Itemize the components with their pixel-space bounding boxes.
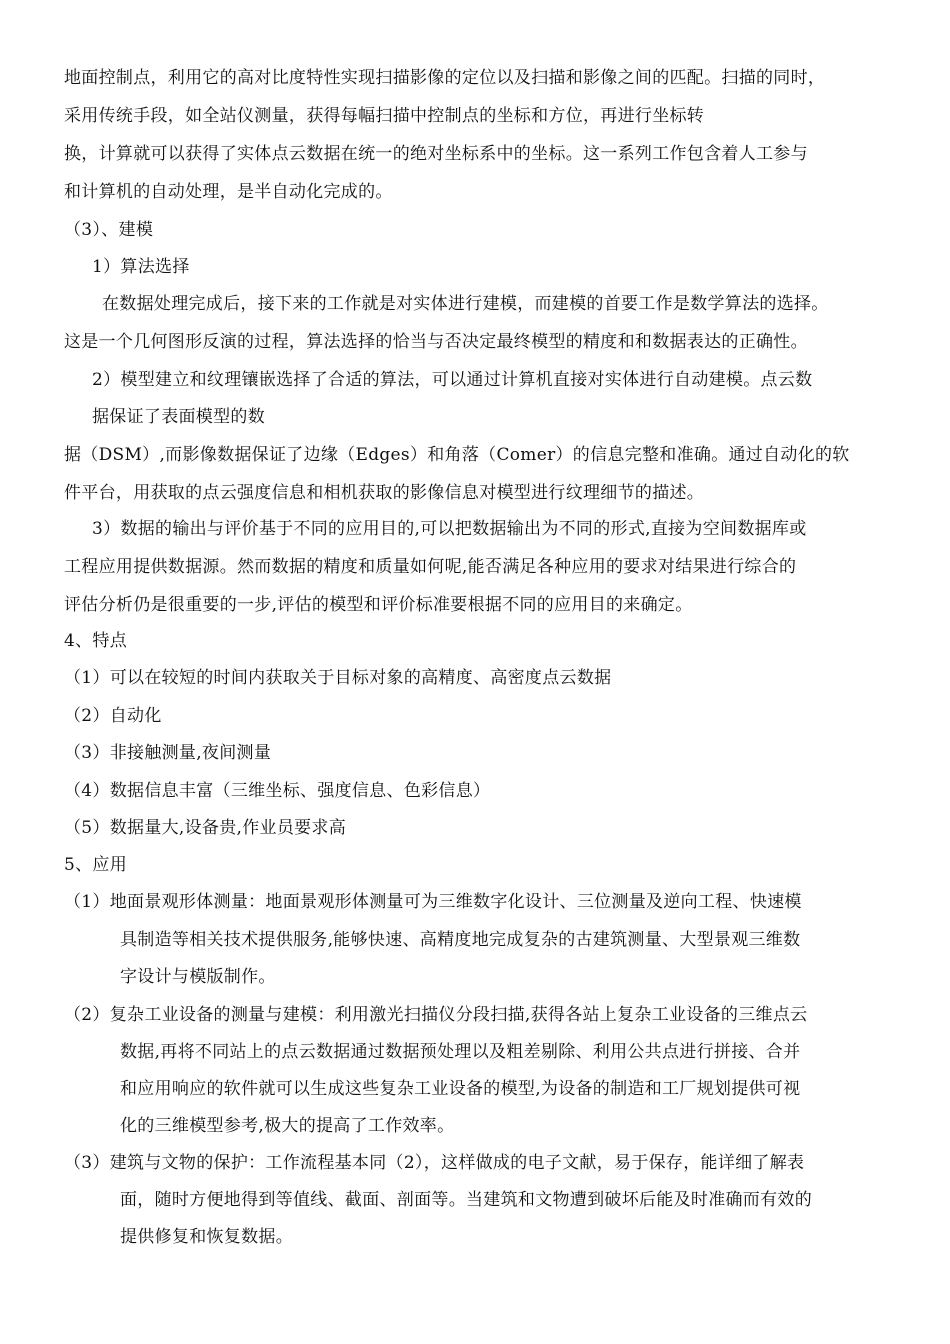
section-heading: （3）、建模 [64,220,154,240]
text-line: 据保证了表面模型的数 [92,407,265,427]
text-line: 3）数据的输出与评价基于不同的应用目的,可以把数据输出为不同的形式,直接为空间数据库或 [92,519,807,539]
text-line: 件平台，用获取的点云强度信息和相机获取的影像信息对模型进行纹理细节的描述。 [64,483,705,503]
list-item: （4）数据信息丰富（三维坐标、强度信息、色彩信息） [64,781,491,801]
text-line: 采用传统手段，如全站仪测量，获得每幅扫描中控制点的坐标和方位，再进行坐标转 [64,106,705,126]
list-item: （3）非接触测量,夜间测量 [64,743,272,763]
text-line: 提供修复和恢复数据。 [120,1227,293,1247]
text-line: 2）模型建立和纹理镶嵌选择了合适的算法，可以通过计算机直接对实体进行自动建模。点云数 [92,370,813,390]
list-item: （3）建筑与文物的保护：工作流程基本同（2），这样做成的电子文献，易于保存，能详细了解表 [64,1153,805,1173]
text-line: 地面控制点，利用它的高对比度特性实现扫描影像的定位以及扫描和影像之间的匹配。扫描的同时， [64,68,826,88]
text-line: 字设计与模版制作。 [120,967,276,987]
text-line: 面，随时方便地得到等值线、截面、剖面等。当建筑和文物遭到破坏后能及时准确而有效的 [120,1190,812,1210]
text-line: 在数据处理完成后，接下来的工作就是对实体进行建模，而建模的首要工作是数学算法的选择。 [102,294,829,314]
text-line: 这是一个几何图形反演的过程，算法选择的恰当与否决定最终模型的精度和和数据表达的正确性。 [64,332,808,352]
text-line: 和计算机的自动处理，是半自动化完成的。 [64,182,393,202]
text-line: 数据,再将不同站上的点云数据通过数据预处理以及粗差剔除、利用公共点进行拼接、合并 [120,1042,801,1062]
list-item: （2）复杂工业设备的测量与建模：利用激光扫描仪分段扫描,获得各站上复杂工业设备的三维点云 [64,1005,808,1025]
list-item: （5）数据量大,设备贵,作业员要求高 [64,818,347,838]
text-line: 化的三维模型参考,极大的提高了工作效率。 [120,1116,455,1136]
text-line: 具制造等相关技术提供服务,能够快速、高精度地完成复杂的古建筑测量、大型景观三维数 [120,930,801,950]
text-line: 工程应用提供数据源。然而数据的精度和质量如何呢,能否满足各种应用的要求对结果进行综合的 [64,557,797,577]
text-line: 评估分析仍是很重要的一步,评估的模型和评价标准要根据不同的应用目的来确定。 [64,595,693,615]
text-line: 和应用响应的软件就可以生成这些复杂工业设备的模型,为设备的制造和工厂规划提供可视 [120,1079,801,1099]
section-heading: 5、应用 [64,855,128,875]
list-item: （1）地面景观形体测量：地面景观形体测量可为三维数字化设计、三位测量及逆向工程、快速模 [64,892,802,912]
text-line: 换，计算就可以获得了实体点云数据在统一的绝对坐标系中的坐标。这一系列工作包含着人工参与 [64,144,808,164]
list-item: （1）可以在较短的时间内获取关于目标对象的高精度、高密度点云数据 [64,668,612,688]
section-heading: 4、特点 [64,631,128,651]
subsection-heading: 1）算法选择 [92,257,190,277]
text-line: 据（DSM）,而影像数据保证了边缘（Edges）和角落（Comer）的信息完整和准确。通过自动化的软 [64,445,850,465]
list-item: （2）自动化 [64,706,162,726]
